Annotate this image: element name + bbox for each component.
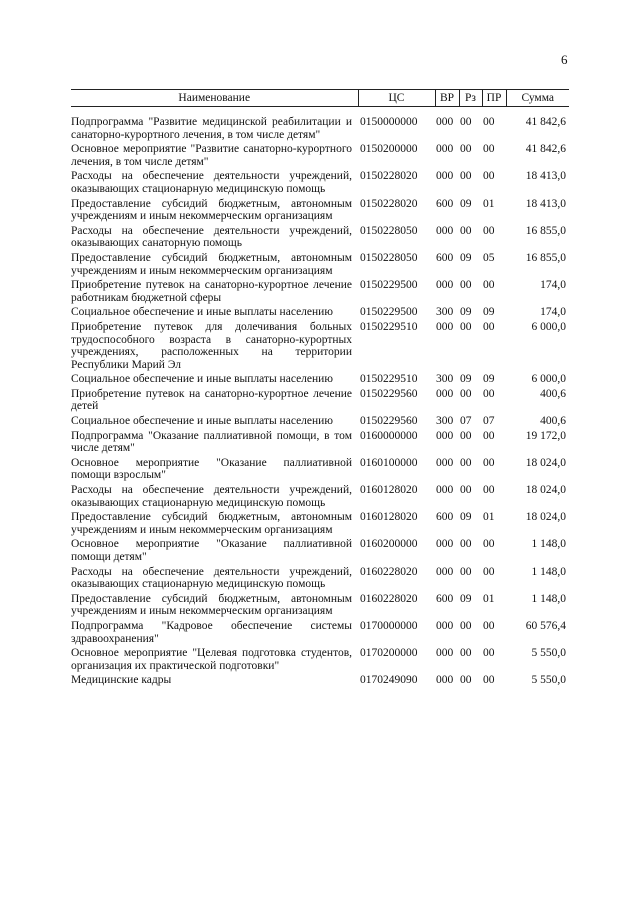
row-pr-code: 00 [483, 674, 495, 687]
row-rz-code: 00 [460, 170, 472, 183]
row-vr-code: 000 [436, 674, 454, 687]
row-sum: 400,6 [540, 415, 566, 428]
row-rz-code: 00 [460, 224, 472, 237]
row-name: Основное мероприятие "Целевая подготовка студентов, организация их практической подготовки" [71, 647, 352, 672]
row-pr-code: 00 [483, 456, 495, 469]
row-rz-code: 00 [460, 279, 472, 292]
table-row [71, 321, 569, 373]
header-name: Наименование [71, 90, 358, 107]
table-row [71, 538, 569, 565]
row-cs-code: 0150200000 [360, 143, 418, 156]
row-rz-code: 00 [460, 320, 472, 333]
row-vr-code: 000 [436, 538, 454, 551]
row-pr-code: 00 [483, 565, 495, 578]
row-cs-code: 0160200000 [360, 538, 418, 551]
row-pr-code: 09 [483, 373, 495, 386]
table-row [71, 511, 569, 538]
row-pr-code: 00 [483, 647, 495, 660]
row-cs-code: 0150229510 [360, 373, 418, 386]
row-name: Расходы на обеспечение деятельности учреждений, оказывающих стационарную медицинскую помощь [71, 484, 352, 509]
row-name: Предоставление субсидий бюджетным, автономным учреждениям и иным некоммерческим организациям [71, 592, 352, 618]
row-pr-code: 09 [483, 306, 495, 319]
row-name: Приобретение путевок на санаторно-курортное лечение детей [71, 387, 352, 413]
row-rz-code: 09 [460, 592, 472, 605]
row-pr-code: 00 [483, 116, 495, 128]
row-vr-code: 600 [436, 592, 454, 605]
row-vr-code: 300 [436, 373, 454, 386]
row-pr-code: 00 [483, 320, 495, 333]
row-rz-code: 00 [460, 456, 472, 469]
row-cs-code: 0150229560 [360, 415, 418, 428]
row-rz-code: 09 [460, 251, 472, 264]
row-cs-code: 0160000000 [360, 429, 418, 442]
row-vr-code: 000 [436, 619, 454, 632]
row-rz-code: 00 [460, 565, 472, 578]
row-cs-code: 0150228050 [360, 251, 418, 264]
row-name: Медицинские кадры [71, 674, 172, 687]
row-vr-code: 000 [436, 429, 454, 442]
row-cs-code: 0170249090 [360, 674, 418, 687]
row-sum: 1 148,0 [531, 565, 566, 578]
row-pr-code: 01 [483, 511, 495, 524]
row-name: Предоставление субсидий бюджетным, автономным учреждениям и иным некоммерческим организациям [71, 511, 352, 536]
table-row [71, 373, 569, 388]
row-sum: 18 413,0 [525, 170, 566, 183]
row-sum: 60 576,4 [525, 619, 566, 632]
row-rz-code: 00 [460, 116, 472, 128]
row-cs-code: 0150228020 [360, 170, 418, 183]
row-name: Основное мероприятие "Оказание паллиативной помощи детям" [71, 538, 352, 563]
row-vr-code: 000 [436, 170, 454, 183]
table-row [71, 107, 569, 144]
row-name: Социальное обеспечение и иные выплаты населению [71, 415, 333, 428]
row-vr-code: 000 [436, 116, 454, 128]
row-cs-code: 0160128020 [360, 484, 418, 497]
row-sum: 6 000,0 [531, 373, 566, 386]
row-cs-code: 0150229560 [360, 387, 418, 400]
row-rz-code: 00 [460, 484, 472, 497]
row-vr-code: 000 [436, 647, 454, 660]
row-pr-code: 00 [483, 224, 495, 237]
row-name: Социальное обеспечение и иные выплаты населению [71, 373, 333, 386]
row-vr-code: 600 [436, 197, 454, 210]
row-rz-code: 00 [460, 538, 472, 551]
row-pr-code: 00 [483, 429, 495, 442]
row-cs-code: 0160228020 [360, 592, 418, 605]
row-rz-code: 09 [460, 197, 472, 210]
row-rz-code: 07 [460, 415, 472, 428]
row-sum: 5 550,0 [531, 647, 566, 660]
row-vr-code: 300 [436, 306, 454, 319]
row-vr-code: 000 [436, 279, 454, 292]
table-row [71, 170, 569, 197]
row-name: Основное мероприятие "Развитие санаторно-курортного лечения, в том числе детям" [71, 143, 352, 168]
table-row [71, 484, 569, 511]
row-pr-code: 00 [483, 387, 495, 400]
row-name: Расходы на обеспечение деятельности учреждений, оказывающих стационарную медицинскую помощь [71, 170, 352, 195]
table-row [71, 388, 569, 415]
row-sum: 16 855,0 [525, 251, 566, 264]
row-vr-code: 000 [436, 143, 454, 156]
row-pr-code: 00 [483, 619, 495, 632]
row-cs-code: 0150229500 [360, 306, 418, 319]
row-name: Подпрограмма "Развитие медицинской реабилитации и санаторно-курортного лечения, в том числе детям" [71, 116, 352, 141]
row-pr-code: 07 [483, 415, 495, 428]
row-sum: 18 413,0 [525, 197, 566, 210]
row-vr-code: 000 [436, 565, 454, 578]
row-sum: 174,0 [540, 279, 566, 292]
row-cs-code: 0150228020 [360, 197, 418, 210]
table-row [71, 620, 569, 647]
row-sum: 18 024,0 [525, 511, 566, 524]
table-row [71, 306, 569, 321]
row-cs-code: 0150228050 [360, 224, 418, 237]
header-pr: ПР [482, 90, 506, 107]
row-cs-code: 0170200000 [360, 647, 418, 660]
table-row [71, 225, 569, 252]
table-row [71, 198, 569, 225]
row-name: Приобретение путевок на санаторно-курортное лечение работникам бюджетной сферы [71, 279, 352, 304]
budget-table [71, 89, 569, 689]
row-cs-code: 0170000000 [360, 619, 418, 632]
header-cs: ЦС [358, 90, 435, 107]
row-sum: 5 550,0 [531, 674, 566, 687]
header-vr: ВР [435, 90, 459, 107]
row-sum: 1 148,0 [531, 538, 566, 551]
row-vr-code: 000 [436, 224, 454, 237]
row-vr-code: 000 [436, 484, 454, 497]
row-cs-code: 0160228020 [360, 565, 418, 578]
row-rz-code: 00 [460, 619, 472, 632]
row-sum: 41 842,6 [525, 143, 566, 156]
row-pr-code: 00 [483, 484, 495, 497]
row-pr-code: 01 [483, 592, 495, 605]
row-rz-code: 00 [460, 674, 472, 687]
table-row [71, 415, 569, 430]
row-pr-code: 00 [483, 538, 495, 551]
row-cs-code: 0150229500 [360, 279, 418, 292]
row-rz-code: 09 [460, 373, 472, 386]
row-rz-code: 09 [460, 306, 472, 319]
table-row [71, 593, 569, 620]
row-vr-code: 000 [436, 387, 454, 400]
table-row [71, 566, 569, 593]
row-sum: 400,6 [540, 387, 566, 400]
table-row [71, 430, 569, 457]
row-vr-code: 000 [436, 320, 454, 333]
row-pr-code: 01 [483, 197, 495, 210]
row-sum: 16 855,0 [525, 224, 566, 237]
row-sum: 1 148,0 [531, 592, 566, 605]
header-sum: Сумма [506, 90, 569, 107]
row-vr-code: 000 [436, 456, 454, 469]
row-name: Приобретение путевок для долечивания больных трудоспособного возраста в санаторно-курортных учреждениях, расположенных на территории Республики Марий Эл [71, 320, 352, 371]
row-name: Расходы на обеспечение деятельности учреждений, оказывающих стационарную медицинскую помощь [71, 565, 352, 591]
page-number: 6 [561, 52, 568, 67]
row-cs-code: 0160100000 [360, 456, 418, 469]
header-rz: Рз [459, 90, 482, 107]
row-pr-code: 00 [483, 143, 495, 156]
row-pr-code: 05 [483, 251, 495, 264]
table-row [71, 252, 569, 279]
row-sum: 174,0 [540, 306, 566, 319]
row-name: Подпрограмма "Кадровое обеспечение системы здравоохранения" [71, 619, 352, 645]
row-sum: 19 172,0 [525, 429, 566, 442]
table-row [71, 143, 569, 170]
row-vr-code: 600 [436, 511, 454, 524]
row-cs-code: 0160128020 [360, 511, 418, 524]
row-cs-code: 0150000000 [360, 116, 418, 128]
row-sum: 41 842,6 [525, 116, 566, 128]
row-rz-code: 00 [460, 143, 472, 156]
row-name: Социальное обеспечение и иные выплаты населению [71, 306, 333, 319]
row-name: Предоставление субсидий бюджетным, автономным учреждениям и иным некоммерческим организациям [71, 197, 352, 223]
row-sum: 18 024,0 [525, 456, 566, 469]
row-sum: 18 024,0 [525, 484, 566, 497]
table-row [71, 457, 569, 484]
table-row [71, 674, 569, 689]
row-vr-code: 600 [436, 251, 454, 264]
row-rz-code: 00 [460, 387, 472, 400]
row-cs-code: 0150229510 [360, 320, 418, 333]
row-pr-code: 00 [483, 279, 495, 292]
table-header-row [71, 90, 569, 107]
table-row [71, 647, 569, 674]
row-rz-code: 09 [460, 511, 472, 524]
row-sum: 6 000,0 [531, 320, 566, 333]
row-pr-code: 00 [483, 170, 495, 183]
row-name: Предоставление субсидий бюджетным, автономным учреждениям и иным некоммерческим организациям [71, 251, 352, 277]
row-vr-code: 300 [436, 415, 454, 428]
row-name: Расходы на обеспечение деятельности учреждений, оказывающих санаторную помощь [71, 224, 352, 250]
row-name: Подпрограмма "Оказание паллиативной помощи, в том числе детям" [71, 429, 352, 455]
table-row [71, 279, 569, 306]
row-rz-code: 00 [460, 429, 472, 442]
row-rz-code: 00 [460, 647, 472, 660]
row-name: Основное мероприятие "Оказание паллиативной помощи взрослым" [71, 456, 352, 482]
